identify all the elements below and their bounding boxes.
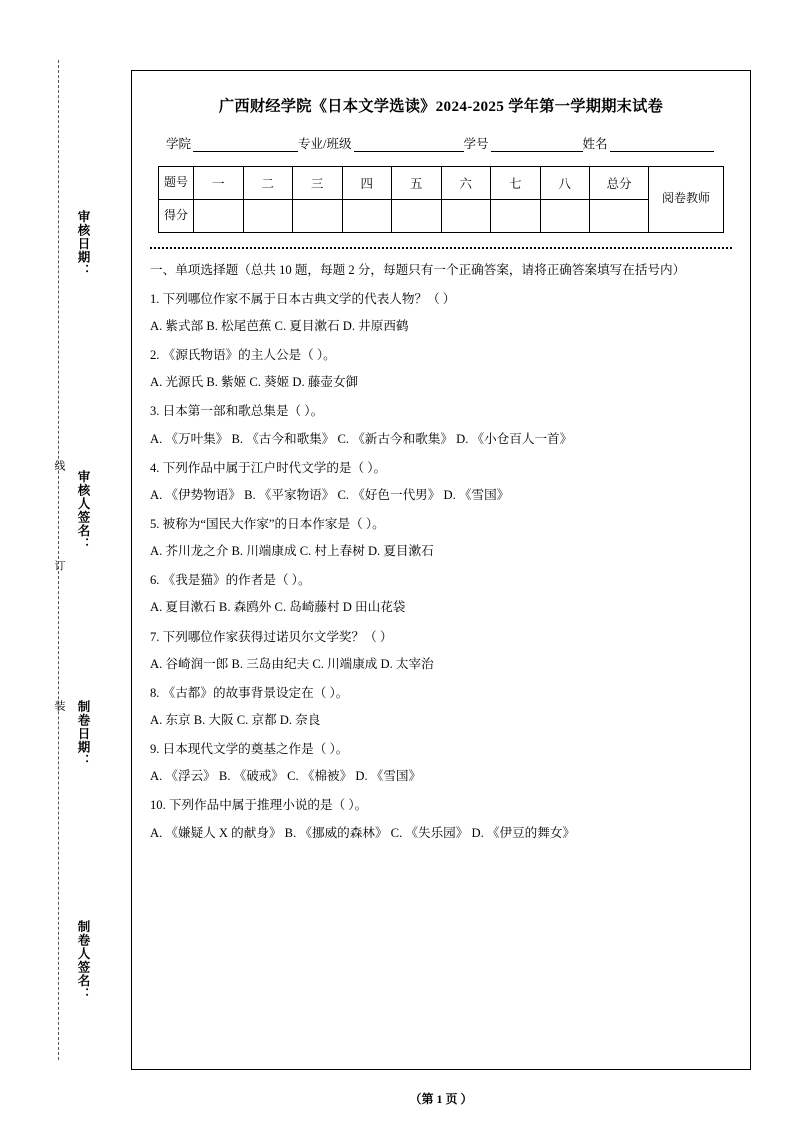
- major-class-field[interactable]: [354, 138, 464, 152]
- question-10-options: A. 《嫌疑人 X 的献身》 B. 《挪威的森林》 C. 《失乐园》 D. 《伊豆的舞女》: [150, 825, 576, 840]
- review-date-label: 审核日期：: [76, 210, 90, 278]
- question-6-stem: 6. 《我是猫》的作者是（ ）。: [150, 573, 311, 588]
- question-6-options: A. 夏目漱石 B. 森鸥外 C. 岛崎藤村 D 田山花袋: [150, 600, 406, 615]
- question-7-stem: 7. 下列哪位作家获得过诺贝尔文学奖？（ ）: [150, 629, 393, 644]
- score-col-7: 七: [491, 166, 541, 199]
- paper-signature-label: 制卷人签名：: [76, 920, 90, 1001]
- college-field[interactable]: [193, 138, 298, 152]
- paper-date-label: 制卷日期：: [76, 700, 90, 768]
- question-9-options: A. 《浮云》 B. 《破戒》 C. 《棉被》 D. 《雪国》: [150, 769, 422, 784]
- question-2-options: A. 光源氏 B. 紫姬 C. 葵姬 D. 藤壶女御: [150, 375, 359, 390]
- left-margin-area: [30, 60, 130, 1060]
- score-col-8: 八: [540, 166, 590, 199]
- score-col-5: 五: [392, 166, 442, 199]
- question-1-options: A. 紫式部 B. 松尾芭蕉 C. 夏目漱石 D. 井原西鹤: [150, 319, 409, 334]
- exam-sheet: [131, 70, 751, 1106]
- score-cell-2[interactable]: [243, 199, 293, 232]
- student-info-row: [166, 134, 728, 152]
- score-col-teacher: 阅卷教师: [649, 166, 724, 232]
- row-label-2-text: 得分: [163, 208, 188, 223]
- seal-pack-label: 装: [53, 700, 65, 712]
- question-4-stem: 4. 下列作品中属于江户时代文学的是（ ）。: [150, 460, 387, 475]
- question-4-options: A. 《伊势物语》 B. 《平家物语》 C. 《好色一代男》 D. 《雪国》: [150, 487, 510, 502]
- question-7-options: A. 谷崎润一郎 B. 三岛由纪夫 C. 川端康成 D. 太宰治: [150, 656, 434, 671]
- score-cell-8[interactable]: [540, 199, 590, 232]
- dotted-separator: [150, 247, 732, 249]
- score-col-total: 总分: [590, 166, 649, 199]
- question-5-options: A. 芥川龙之介 B. 川端康成 C. 村上春树 D. 夏目漱石: [150, 544, 434, 559]
- score-cell-total[interactable]: [590, 199, 649, 232]
- question-3-stem: 3. 日本第一部和歌总集是（ ）。: [150, 404, 324, 419]
- score-col-6: 六: [441, 166, 491, 199]
- score-table-header-row: [159, 166, 724, 199]
- page-title: 广西财经学院《日本文学选读》2024‑2025 学年第一学期期末试卷: [218, 98, 664, 115]
- score-cell-6[interactable]: [441, 199, 491, 232]
- score-table-row-label-2: [159, 199, 194, 232]
- score-col-2: 二: [243, 166, 293, 199]
- question-9-stem: 9. 日本现代文学的奠基之作是（ ）。: [150, 742, 349, 757]
- score-col-3: 三: [293, 166, 343, 199]
- page-footer: （第 1 页 ）: [409, 1092, 473, 1106]
- question-8-stem: 8. 《古都》的故事背景设定在（ ）。: [150, 685, 349, 700]
- score-cell-3[interactable]: [293, 199, 343, 232]
- name-label: 姓名: [582, 136, 608, 151]
- score-col-4: 四: [342, 166, 392, 199]
- score-col-1: 一: [194, 166, 244, 199]
- question-2-stem: 2. 《源氏物语》的主人公是（ ）。: [150, 348, 336, 363]
- student-id-label: 学号: [463, 136, 489, 151]
- score-cell-1[interactable]: [194, 199, 244, 232]
- question-5-stem: 5. 被称为“国民大作家”的日本作家是（ ）。: [150, 517, 385, 532]
- question-3-options: A. 《万叶集》 B. 《古今和歌集》 C. 《新古今和歌集》 D. 《小仓百人一首》: [150, 431, 573, 446]
- student-id-field[interactable]: [491, 138, 583, 152]
- seal-line-label: 线: [53, 460, 65, 472]
- score-table-row-label-1: [159, 166, 194, 199]
- college-label: 学院: [166, 136, 192, 151]
- row-label-1-text: 题号: [163, 175, 188, 190]
- score-cell-5[interactable]: [392, 199, 442, 232]
- score-cell-7[interactable]: [491, 199, 541, 232]
- score-cell-4[interactable]: [342, 199, 392, 232]
- score-table: [158, 166, 724, 233]
- section-1-heading: 一、单项选择题（总共 10 题，每题 2 分，每题只有一个正确答案，请将正确答案填写在括号内）: [150, 262, 686, 277]
- major-class-label: 专业/班级: [298, 136, 352, 151]
- score-table-value-row: [159, 199, 724, 232]
- question-1-stem: 1. 下列哪位作家不属于日本古典文学的代表人物？（ ）: [150, 291, 456, 306]
- review-signature-label: 审核人签名：: [76, 470, 90, 551]
- name-field[interactable]: [610, 138, 714, 152]
- question-8-options: A. 东京 B. 大阪 C. 京都 D. 奈良: [150, 713, 321, 728]
- question-10-stem: 10. 下列作品中属于推理小说的是（ ）。: [150, 798, 368, 813]
- seal-bind-label: 订: [53, 560, 65, 572]
